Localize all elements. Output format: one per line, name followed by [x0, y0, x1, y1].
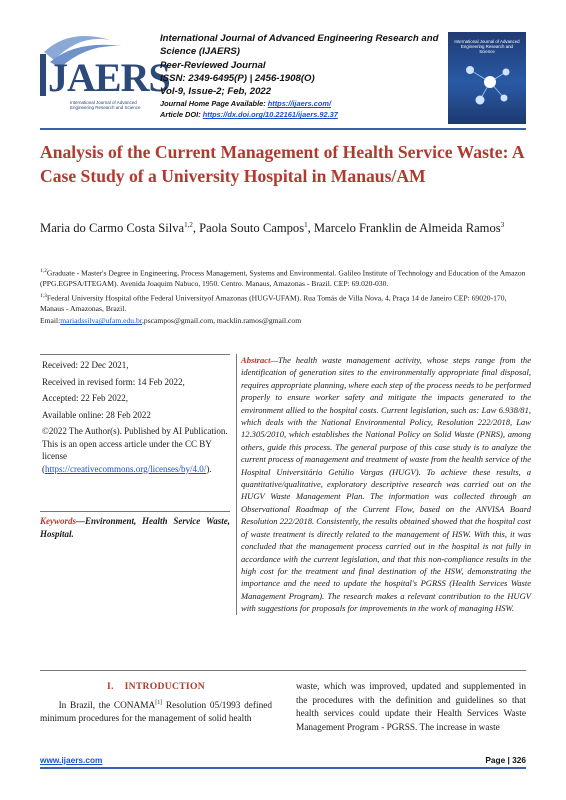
cover-network-graphic [460, 60, 514, 110]
received-date: Received: 22 Dec 2021, [42, 360, 129, 370]
affiliation-2 [40, 291, 526, 314]
author-3: Marcelo Franklin de Almeida Ramos [313, 221, 501, 236]
citation-1: [1] [155, 700, 163, 706]
page-number: Page | 326 [485, 755, 526, 765]
author-list: Maria do Carmo Costa Silva$^{1,2}$, Paola Souto Campos$^1$, Marcelo Franklin de Almeida Ramos$^3$ [40, 221, 505, 236]
abstract-text: —The health waste management activity, whose steps range from the identification of generation sites to the environmentally appropriate final disposal, requires appropriate planning, where each step of the process needs to be performed properly to ensure worker safety and mitigate the impacts generated to the environment allied to the hospital costs. Current legislation, such as: Law 6.938/81, which deals with the National Environmental Policy, Resolution 222/2018, Law 12.305/2010, which establishes the National Policy on Solid Waste (PNRS), among others, guide this process. The general purpose of this case study is to analyze the current process of management and treatment of waste from the health service of the Hospital Universitário Getúlio Vargas (HUGV). To achieve these results, a quantitative/qualitative, exploratory descriptive research was carried out on the HUGV Waste Management Plan. The information was collected through an Observational Roadmap of the Current Flow, based on the ANVISA Board Resolution 222/2018. Consistently, the results obtained showed that the hospital cost of waste treatment is directly related to the management of HSW. With this, it was concluded that the management process carried out in the hospital is not fully in accordance with the current legislation, and that this non-compliance results in the high cost for the treatment and final destination of the HSW, demonstrating the importance and the need to update the hospital's PGRSS (Health Services Waste Management Program). The research makes a relevant contribution to the HUGV with suggestions for proposals for improvements in the work of managing HSW. [241, 355, 531, 614]
article-title: Analysis of the Current Management of Health Service Waste: A Case Study of a University Hospital in Manaus/AM [40, 142, 524, 186]
issn: ISSN: 2349-6495(P) | 2456-1908(O) [160, 72, 315, 84]
accepted-date: Accepted: 22 Feb 2022, [42, 393, 128, 403]
author-2: Paola Souto Campos [199, 221, 305, 236]
author-3-sup: 3 [500, 221, 505, 229]
revised-date: Received in revised form: 14 Feb 2022, [42, 376, 185, 387]
keywords-text: —Environment, Health Service Waste, Hospital. [40, 516, 230, 539]
affiliation-2-sup: 1,3 [40, 293, 47, 300]
abstract-divider [40, 670, 526, 671]
cover-title: International Journal of Advanced Engineering Research and Science [454, 39, 520, 54]
doi-line [160, 109, 432, 120]
keywords-label: Keywords [40, 516, 76, 526]
journal-info [160, 32, 439, 120]
section-heading-introduction: I. INTRODUCTION [107, 681, 205, 692]
review-type: Peer-Reviewed Journal [160, 59, 266, 71]
logo-text: JAERS [48, 55, 170, 100]
email-link[interactable]: mariadssilva@ufam.edu.br [60, 316, 143, 326]
doi-link[interactable]: https://dx.doi.org/10.22161/ijaers.92.37 [202, 110, 338, 120]
license-close: ). [206, 463, 212, 474]
intro-paragraph-left [40, 697, 272, 727]
author-2-sup: 1 [304, 221, 308, 229]
abstract-label: Abstract [241, 355, 271, 365]
license-open: ( [42, 463, 45, 474]
intro-left-post: Resolution 05/1993 defined minimum procedures for the management of solid health [40, 701, 272, 725]
journal-name-2: Science (IJAERS) [160, 46, 240, 58]
footer-divider [40, 767, 526, 769]
doi-label: Article DOI: [160, 110, 203, 120]
keywords [40, 515, 230, 540]
copyright-text: ©2022 The Author(s). Published by AI Publication. This is an open access article under the CC BY license [42, 426, 228, 461]
journal-logo [40, 32, 170, 114]
homepage-line [160, 98, 432, 109]
email-rest: ,pscampos@gmail.com, macklin.ramos@gmail.com [142, 316, 302, 326]
intro-left-pre: In Brazil, the CONAMA [58, 701, 156, 712]
footer-site-link[interactable]: www.ijaers.com [40, 755, 103, 765]
journal-cover-image [448, 32, 526, 124]
article-info-box [40, 354, 230, 512]
email-label: Email: [40, 316, 61, 326]
logo-subtitle: International Journal of Advanced Engineering Research and Science [70, 100, 141, 110]
affiliations [40, 266, 526, 329]
copyright-notice [40, 421, 230, 475]
homepage-label: Journal Home Page Available: [160, 99, 268, 109]
affiliation-1-text: Graduate - Master's Degree in Engineering, Process Management, Systems and Environmental. Galileo Institute of Technology and Education of the Amazon (PPG.EGPSA/ITEGAM). Avenida Joaquim Nabuco, 1950. Centro. Manaus, Amazonas - Brazil. CEP: 69.020-030. [40, 268, 526, 288]
volume-issue: Vol-9, Issue-2; Feb, 2022 [160, 86, 272, 98]
abstract [236, 354, 531, 615]
intro-paragraph-right: waste, which was improved, updated and supplemented in the procedures with the definition and guidelines so that health services could update their Health Services Waste Management Program - PGRSS. The increase in waste [296, 682, 526, 733]
online-date: Available online: 28 Feb 2022 [42, 409, 151, 420]
license-link[interactable]: https://creativecommons.org/licenses/by/4.0/ [45, 463, 207, 474]
journal-name-1: International Journal of Advanced Engineering Research and [160, 33, 439, 44]
affiliation-1-sup: 1,2 [40, 268, 47, 274]
header-divider [40, 128, 526, 130]
affiliation-1 [40, 266, 526, 289]
affiliation-2-text: Federal University Hospital ofthe Federal Universityof Amazonas (HUGV-UFAM). Rua Tomás de Villa Nova, 4, Praça 14 de Janeiro CEP: 69020-170, Manaus - Amazonas, Brazil. [40, 293, 507, 313]
author-1-sup: 1,2 [184, 221, 193, 229]
author-1: Maria do Carmo Costa Silva [40, 221, 185, 236]
email-line [40, 316, 526, 326]
homepage-link[interactable]: https://ijaers.com/ [267, 99, 331, 109]
